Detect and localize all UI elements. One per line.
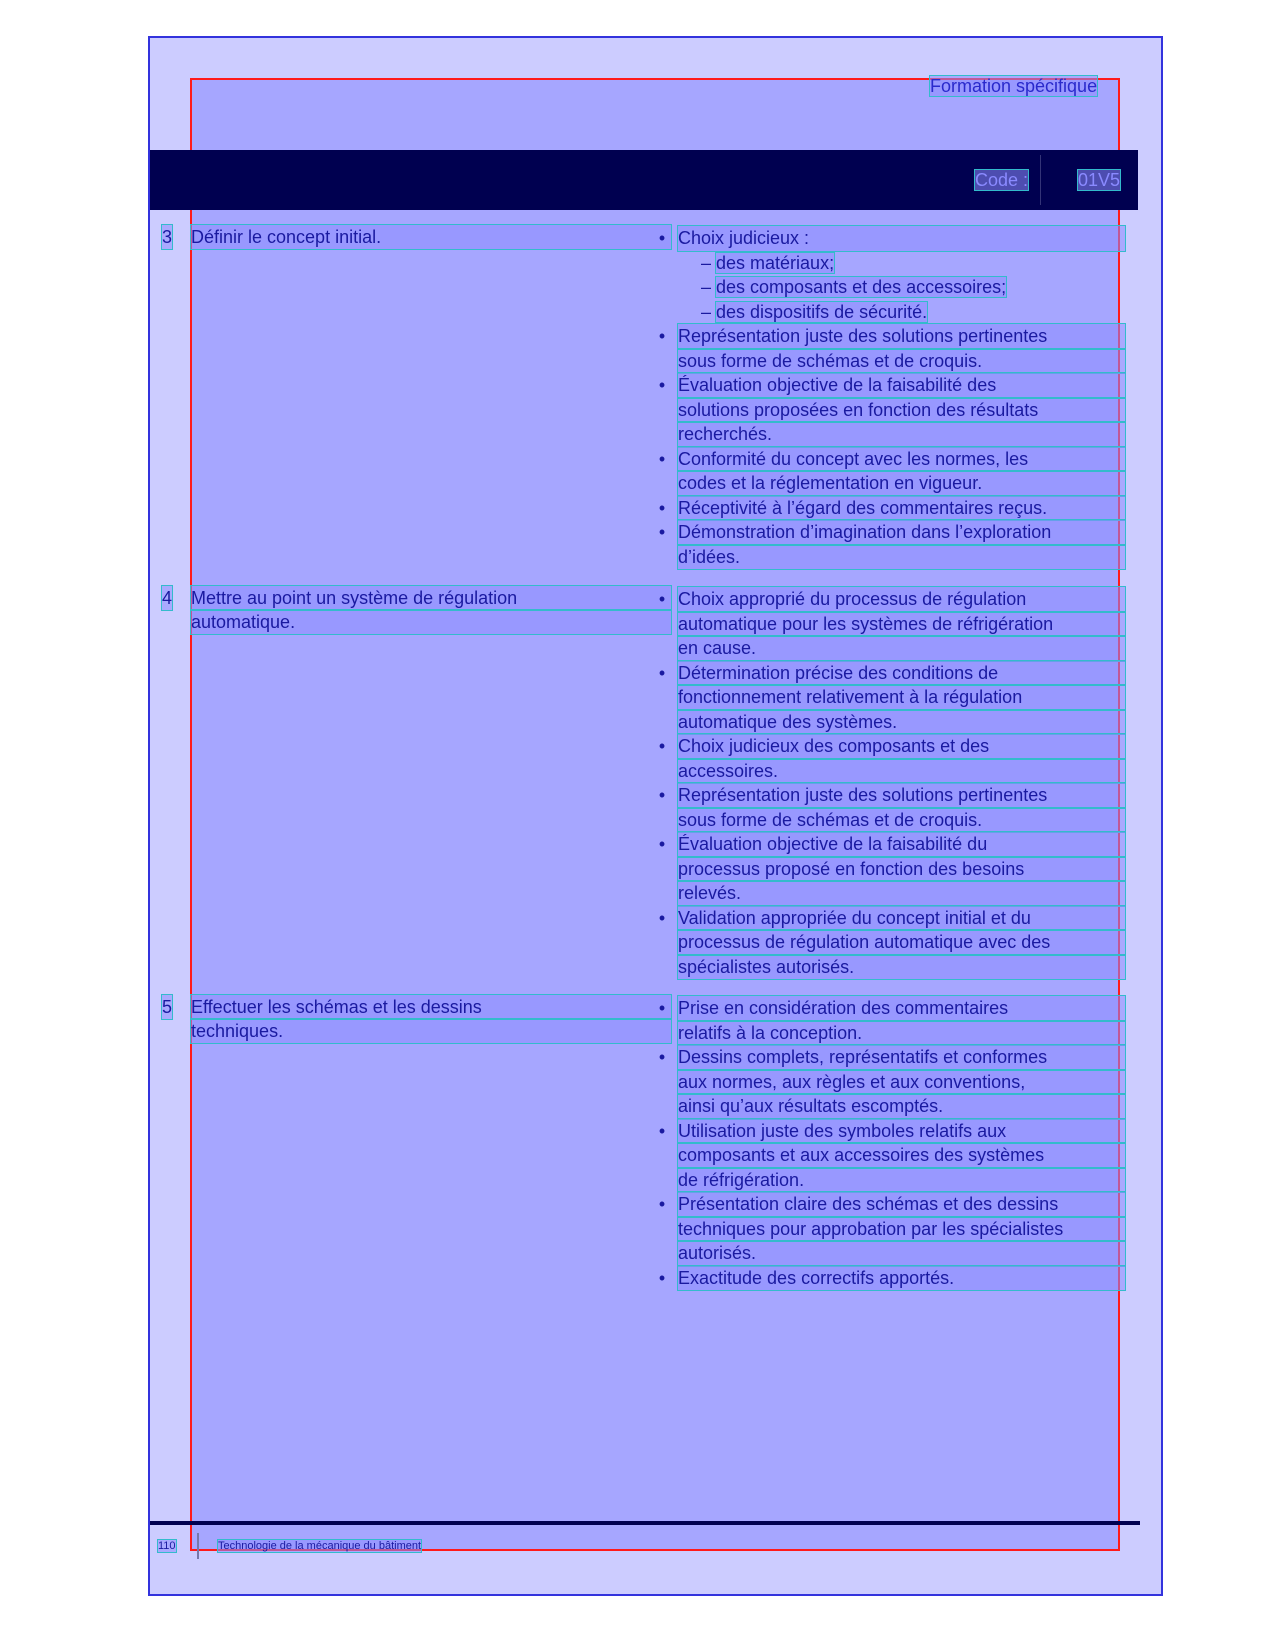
criterion-line: Dessins complets, représentatifs et conformes [678,1045,1125,1070]
bullet-icon: • [658,1267,666,1288]
competency-title [191,225,671,249]
criterion-item [655,734,1125,783]
criterion-line: Démonstration d’imagination dans l’exploration [678,520,1125,545]
criterion-item [655,324,1125,373]
criterion-line: Présentation claire des schémas et des dessins [678,1192,1125,1217]
bullet-icon: • [658,1194,666,1214]
competency-number: 5 [162,997,173,1017]
criterion-line: Choix judicieux des composants et des [678,734,1125,759]
code-value: 01V5 [1078,170,1121,190]
criterion-item [655,996,1125,1045]
criterion-item [655,1192,1125,1266]
bullet-icon: • [658,497,666,518]
bullet-icon: • [658,326,666,346]
bullet-icon: • [658,662,666,683]
criterion-line: relatifs à la conception. [678,1021,1125,1046]
criterion-line: techniques pour approbation par les spécialistes [678,1217,1125,1242]
competency-title-line: techniques. [191,1019,671,1043]
criterion-line: Évaluation objective de la faisabilité du [678,832,1125,857]
criterion-item [655,1045,1125,1119]
criteria-list [655,587,1125,979]
criteria-list [655,996,1125,1290]
criterion-line: Prise en considération des commentaires [678,996,1125,1021]
competency-title [191,586,671,634]
sub-item-text: des dispositifs de sécurité. [716,301,928,322]
criterion-line: Validation appropriée du concept initial et du [678,906,1125,931]
criterion-line: sous forme de schémas et de croquis. [678,349,1125,374]
bullet-icon: • [658,448,666,469]
sub-item: – des composants et des accessoires; [701,277,1007,297]
criterion-item [655,783,1125,832]
criterion-item [655,587,1125,661]
criterion-line: recherchés. [678,422,1125,447]
bullet-icon: • [658,736,666,756]
criterion-line: spécialistes autorisés. [678,955,1125,980]
criterion-item [655,226,1125,324]
footer-divider [197,1533,199,1559]
sub-item: – des matériaux; [701,252,835,273]
competency-title-line: Effectuer les schémas et les dessins [191,995,671,1019]
criterion-line: ainsi qu’aux résultats escomptés. [678,1094,1125,1119]
criterion-line: aux normes, aux règles et aux conventions, [678,1070,1125,1095]
criterion-line: Détermination précise des conditions de [678,661,1125,686]
criterion-item [655,496,1125,521]
criterion-item [655,373,1125,447]
criterion-line: sous forme de schémas et de croquis. [678,808,1125,833]
criterion-item [655,520,1125,569]
criterion-line: Utilisation juste des symboles relatifs aux [678,1119,1125,1144]
competency-title [191,995,671,1043]
criterion-line: Évaluation objective de la faisabilité des [678,373,1125,398]
criterion-line: Exactitude des correctifs apportés. [678,1266,1125,1291]
sub-item: – des dispositifs de sécurité. [701,301,928,322]
criterion-line: d’idées. [678,545,1125,570]
criterion-line: Choix approprié du processus de régulation [678,587,1125,612]
bullet-icon: • [658,834,666,854]
competency-number: 3 [162,227,173,247]
criterion-line: de réfrigération. [678,1168,1125,1193]
criterion-line: processus de régulation automatique avec des [678,930,1125,955]
criterion-line: Conformité du concept avec les normes, les [678,447,1125,472]
bullet-icon: • [658,998,666,1018]
bullet-icon: • [658,589,666,609]
code-label: Code : [975,170,1029,190]
criterion-line: Choix judicieux : [678,226,1125,251]
criterion-line: autorisés. [678,1241,1125,1266]
criterion-item [655,661,1125,735]
bullet-icon: • [658,1047,666,1067]
criterion-item [655,1119,1125,1193]
sub-item-text: des matériaux; [716,252,835,273]
competency-title-line: Mettre au point un système de régulation [191,586,671,610]
competency-title-line: Définir le concept initial. [191,225,671,249]
footer-rule [150,1521,1140,1525]
criterion-line: accessoires. [678,759,1125,784]
competency-number: 4 [162,588,173,608]
criterion-line: automatique pour les systèmes de réfrigération [678,612,1125,637]
criterion-item [655,906,1125,980]
criterion-line: en cause. [678,636,1125,661]
code-separator [1040,155,1041,205]
criterion-item [655,447,1125,496]
criterion-item [655,832,1125,906]
bullet-icon: • [658,522,666,542]
criterion-line: fonctionnement relativement à la régulation [678,685,1125,710]
criterion-line: Représentation juste des solutions pertinentes [678,783,1125,808]
page-header-title: Formation spécifique [930,76,1098,96]
criterion-line: relevés. [678,881,1125,906]
criterion-line: solutions proposées en fonction des résultats [678,398,1125,423]
criterion-line: automatique des systèmes. [678,710,1125,735]
bullet-icon: • [658,228,666,248]
bullet-icon: • [658,785,666,805]
competency-title-line: automatique. [191,610,671,634]
bullet-icon: • [658,1120,666,1141]
bullet-icon: • [658,907,666,928]
footer-page-number: 110 [158,1540,176,1552]
criterion-line: processus proposé en fonction des besoins [678,857,1125,882]
criterion-line: codes et la réglementation en vigueur. [678,471,1125,496]
criterion-item [655,1266,1125,1291]
criterion-line: Représentation juste des solutions pertinentes [678,324,1125,349]
criterion-line: Réceptivité à l’égard des commentaires reçus. [678,496,1125,521]
footer-text: Technologie de la mécanique du bâtiment [218,1540,422,1552]
bullet-icon: • [658,375,666,395]
sub-item-text: des composants et des accessoires; [716,277,1007,297]
criterion-line: composants et aux accessoires des systèmes [678,1143,1125,1168]
criteria-list [655,226,1125,569]
